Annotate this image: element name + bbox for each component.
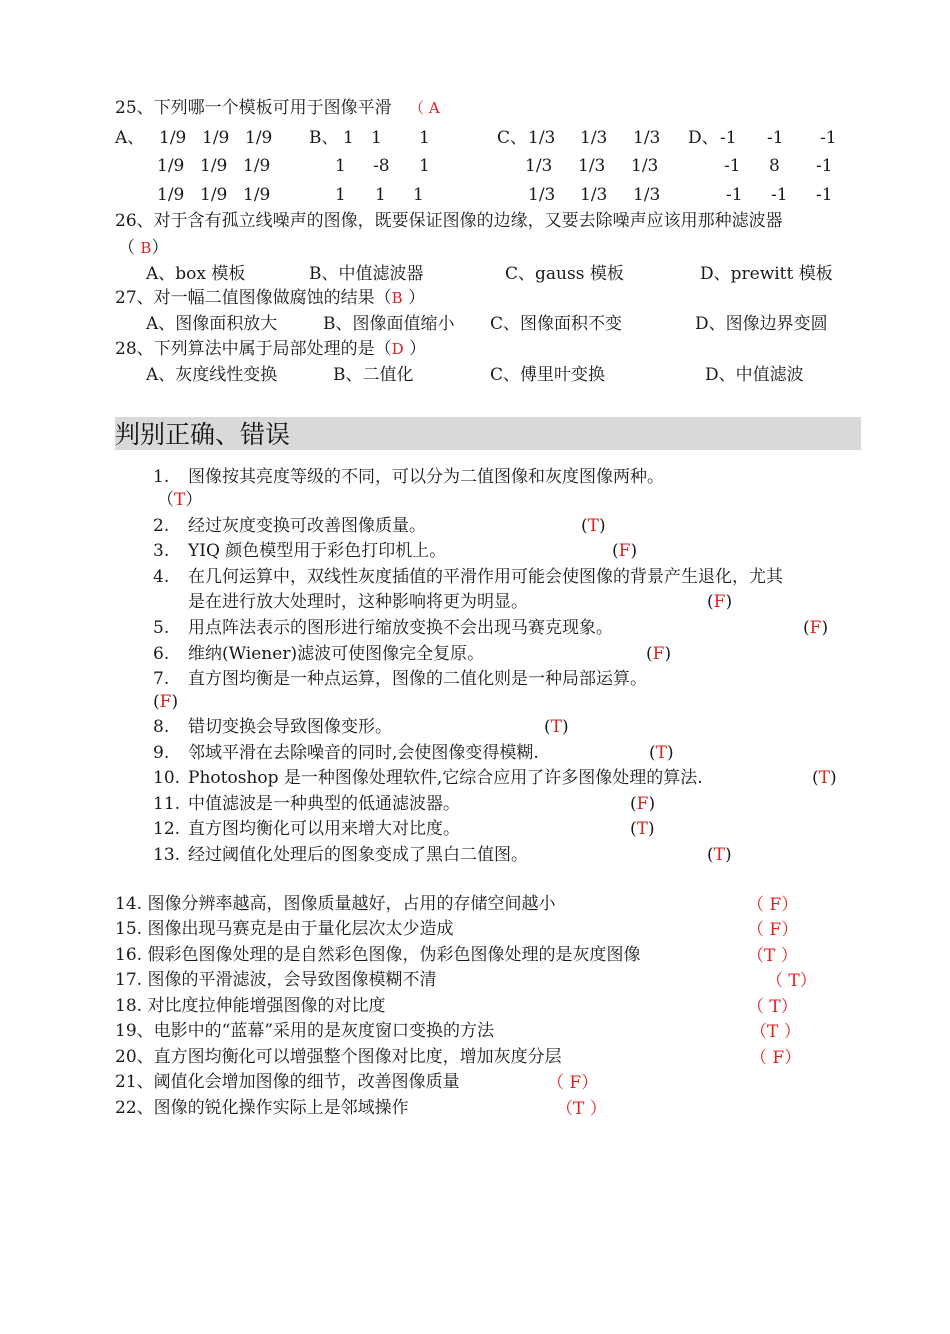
q25-b-cell: 1	[343, 128, 354, 148]
q25-d-cell: -1	[767, 128, 784, 148]
q25-d-cell: -1	[816, 185, 833, 205]
tf-num: 12.	[153, 819, 181, 839]
tf-more-answer-line: （ F）	[750, 1048, 802, 1068]
q25-b-cell: 1	[335, 156, 346, 176]
q28-option-a: A、灰度线性变换	[146, 365, 278, 385]
tf-answer: F	[652, 644, 665, 664]
q25-a-cell: 1/9	[159, 128, 187, 148]
tf-more-answer-line: （T ）	[556, 1099, 607, 1119]
tf-answer: T	[713, 845, 725, 865]
tf-text: 错切变换会导致图像变形。	[188, 717, 392, 737]
tf-answer-line: (F)	[630, 794, 656, 814]
tf-more-text: 20、直方图均衡化可以增强整个图像对比度，增加灰度分层	[115, 1047, 562, 1067]
tf-more-answer: F	[769, 920, 782, 940]
tf-more-answer-line: （ T）	[766, 971, 817, 991]
q25-a-cell: 1/9	[243, 185, 271, 205]
tf-num: 2.	[153, 516, 170, 536]
q27-stem-line: 27、对一幅二值图像做腐蚀的结果（B ）	[115, 288, 426, 308]
tf-num: 7.	[153, 669, 170, 689]
q25-answer: A	[428, 99, 440, 117]
q27-option-c: C、图像面积不变	[490, 314, 623, 334]
tf-text: 用点阵法表示的图形进行缩放变换不会出现马赛克现象。	[188, 618, 613, 638]
q26-option-a: A、box 模板	[146, 264, 246, 284]
tf-more-answer: T	[573, 1099, 585, 1119]
tf-num: 1.	[153, 467, 170, 487]
tf-more-answer: T	[769, 997, 781, 1017]
tf-text: 直方图均衡化可以用来增大对比度。	[188, 819, 460, 839]
section-title: 判别正确、错误	[115, 420, 291, 449]
q25-c-cell: 1/3	[631, 156, 659, 176]
q27-stem: 27、对一幅二值图像做腐蚀的结果	[115, 288, 375, 308]
tf-more-text: 22、图像的锐化操作实际上是邻域操作	[115, 1098, 409, 1118]
q28-option-c: C、傅里叶变换	[490, 365, 606, 385]
tf-answer: T	[818, 768, 830, 788]
tf-text: 维纳(Wiener)滤波可使图像完全复原。	[188, 644, 485, 664]
tf-num: 10.	[153, 768, 181, 788]
tf-more-text: 19、电影中的“蓝幕”采用的是灰度窗口变换的方法	[115, 1021, 495, 1041]
q25-d-cell: -1	[771, 185, 788, 205]
tf-answer: F	[618, 541, 631, 561]
tf-num: 8.	[153, 717, 170, 737]
section-heading	[115, 417, 861, 450]
tf-answer-line: (F)	[646, 644, 672, 664]
tf-more-text: 21、阈值化会增加图像的细节，改善图像质量	[115, 1072, 460, 1092]
tf-answer-line: (T)	[630, 819, 655, 839]
tf-more-text: 17. 图像的平滑滤波，会导致图像模糊不清	[115, 970, 437, 990]
q25-d-cell: -1	[724, 156, 741, 176]
tf-num: 13.	[153, 845, 181, 865]
tf-num: 4.	[153, 567, 170, 587]
tf-more-answer-line: （ F）	[747, 895, 799, 915]
tf-more-answer: T	[788, 971, 800, 991]
q28-stem: 28、下列算法中属于局部处理的是	[115, 339, 375, 359]
tf-more-answer-line: （T ）	[747, 946, 798, 966]
tf-answer-line: （T）	[157, 490, 203, 510]
q25-option-d-label: D、	[688, 128, 719, 148]
tf-answer: F	[713, 592, 726, 612]
tf-answer: F	[809, 618, 822, 638]
q25-d-cell: 8	[769, 156, 780, 176]
tf-answer: T	[587, 516, 599, 536]
tf-answer-line: (F)	[803, 618, 829, 638]
q25-b-cell: 1	[375, 185, 386, 205]
tf-more-answer-line: （ F）	[747, 920, 799, 940]
tf-more-answer: F	[769, 895, 782, 915]
q25-c-cell: 1/3	[528, 128, 556, 148]
tf-answer-line: (F)	[612, 541, 638, 561]
tf-text-cont: 是在进行放大处理时，这种影响将更为明显。	[188, 592, 528, 612]
tf-answer-line: (T)	[544, 717, 569, 737]
q25-d-cell: -1	[726, 185, 743, 205]
q25-stem: 25、下列哪一个模板可用于图像平滑	[115, 98, 392, 118]
q25-c-cell: 1/3	[528, 185, 556, 205]
q25-b-cell: 1	[419, 128, 430, 148]
q25-c-cell: 1/3	[578, 156, 606, 176]
tf-text: 在几何运算中，双线性灰度插值的平滑作用可能会使图像的背景产生退化，尤其	[188, 567, 783, 587]
q25-c-cell: 1/3	[580, 128, 608, 148]
tf-num: 6.	[153, 644, 170, 664]
tf-answer: T	[655, 743, 667, 763]
q25-stem-line	[115, 97, 440, 119]
tf-answer-line: (F)	[153, 692, 179, 712]
q25-c-cell: 1/3	[580, 185, 608, 205]
tf-more-answer: T	[764, 946, 776, 966]
tf-answer-line: (T)	[649, 743, 674, 763]
q25-option-c-label: C、	[497, 128, 528, 148]
q25-c-cell: 1/3	[633, 128, 661, 148]
q26-stem: 26、对于含有孤立线噪声的图像，既要保证图像的边缘，又要去除噪声应该用那种滤波器	[115, 211, 783, 231]
tf-text: Photoshop 是一种图像处理软件,它综合应用了许多图像处理的算法.	[188, 768, 703, 788]
tf-more-text: 15. 图像出现马赛克是由于量化层次太少造成	[115, 919, 454, 939]
q28-answer: D	[391, 340, 404, 358]
q25-a-cell: 1/9	[200, 156, 228, 176]
q25-d-cell: -1	[816, 156, 833, 176]
tf-text: 邻域平滑在去除噪音的同时,会使图像变得模糊.	[188, 743, 539, 763]
q25-a-cell: 1/9	[202, 128, 230, 148]
tf-more-answer: F	[569, 1073, 582, 1093]
tf-answer: F	[636, 794, 649, 814]
tf-answer-line: (T)	[812, 768, 837, 788]
tf-num: 11.	[153, 794, 181, 814]
q26-option-b: B、中值滤波器	[309, 264, 424, 284]
q25-b-cell: 1	[371, 128, 382, 148]
q27-option-a: A、图像面积放大	[146, 314, 278, 334]
q25-d-cell: -1	[820, 128, 837, 148]
q25-b-cell: 1	[419, 156, 430, 176]
tf-answer-line: (F)	[707, 592, 733, 612]
q25-a-cell: 1/9	[245, 128, 273, 148]
q28-option-d: D、中值滤波	[705, 365, 804, 385]
q25-d-cell: -1	[720, 128, 737, 148]
q25-a-cell: 1/9	[157, 185, 185, 205]
q25-a-cell: 1/9	[157, 156, 185, 176]
tf-text: YIQ 颜色模型用于彩色打印机上。	[188, 541, 447, 561]
q26-option-c: C、gauss 模板	[505, 264, 624, 284]
q25-option-b-label: B、	[309, 128, 339, 148]
q25-c-cell: 1/3	[525, 156, 553, 176]
tf-more-text: 16. 假彩色图像处理的是自然彩色图像，伪彩色图像处理的是灰度图像	[115, 945, 641, 965]
q25-option-a-label: A、	[115, 128, 145, 148]
tf-more-answer-line: （T ）	[750, 1022, 801, 1042]
tf-text: 直方图均衡是一种点运算，图像的二值化则是一种局部运算。	[188, 669, 647, 689]
tf-answer: T	[550, 717, 562, 737]
q25-a-cell: 1/9	[243, 156, 271, 176]
tf-more-text: 14. 图像分辨率越高，图像质量越好，占用的存储空间越小	[115, 894, 556, 914]
tf-answer: T	[174, 490, 186, 510]
tf-text: 经过灰度变换可改善图像质量。	[188, 516, 426, 536]
q26-answer: B	[140, 239, 152, 257]
tf-text: 经过阈值化处理后的图象变成了黑白二值图。	[188, 845, 528, 865]
tf-num: 9.	[153, 743, 170, 763]
q25-answer-line: （ A	[409, 99, 440, 117]
q28-option-b: B、二值化	[333, 365, 414, 385]
q25-b-cell: 1	[413, 185, 424, 205]
tf-text: 图像按其亮度等级的不同，可以分为二值图像和灰度图像两种。	[188, 467, 664, 487]
tf-more-text: 18. 对比度拉伸能增强图像的对比度	[115, 996, 386, 1016]
tf-more-answer-line: （ T）	[747, 997, 798, 1017]
q27-option-b: B、图像面值缩小	[323, 314, 455, 334]
q28-stem-line: 28、下列算法中属于局部处理的是（D ）	[115, 339, 427, 359]
tf-answer: T	[636, 819, 648, 839]
tf-num: 3.	[153, 541, 170, 561]
tf-num: 5.	[153, 618, 170, 638]
q27-option-d: D、图像边界变圆	[695, 314, 828, 334]
q27-answer: B	[391, 289, 403, 307]
tf-answer-line: (T)	[707, 845, 732, 865]
q25-b-cell: -8	[373, 156, 390, 176]
tf-more-answer-line: （ F）	[547, 1073, 599, 1093]
tf-more-answer: F	[772, 1048, 785, 1068]
q26-option-d: D、prewitt 模板	[700, 264, 833, 284]
tf-answer: F	[159, 692, 172, 712]
q25-a-cell: 1/9	[200, 185, 228, 205]
tf-more-answer: T	[767, 1022, 779, 1042]
q25-c-cell: 1/3	[633, 185, 661, 205]
tf-answer-line: (T)	[581, 516, 606, 536]
tf-text: 中值滤波是一种典型的低通滤波器。	[188, 794, 460, 814]
q26-answer-line: （ B）	[118, 238, 169, 258]
q25-b-cell: 1	[335, 185, 346, 205]
